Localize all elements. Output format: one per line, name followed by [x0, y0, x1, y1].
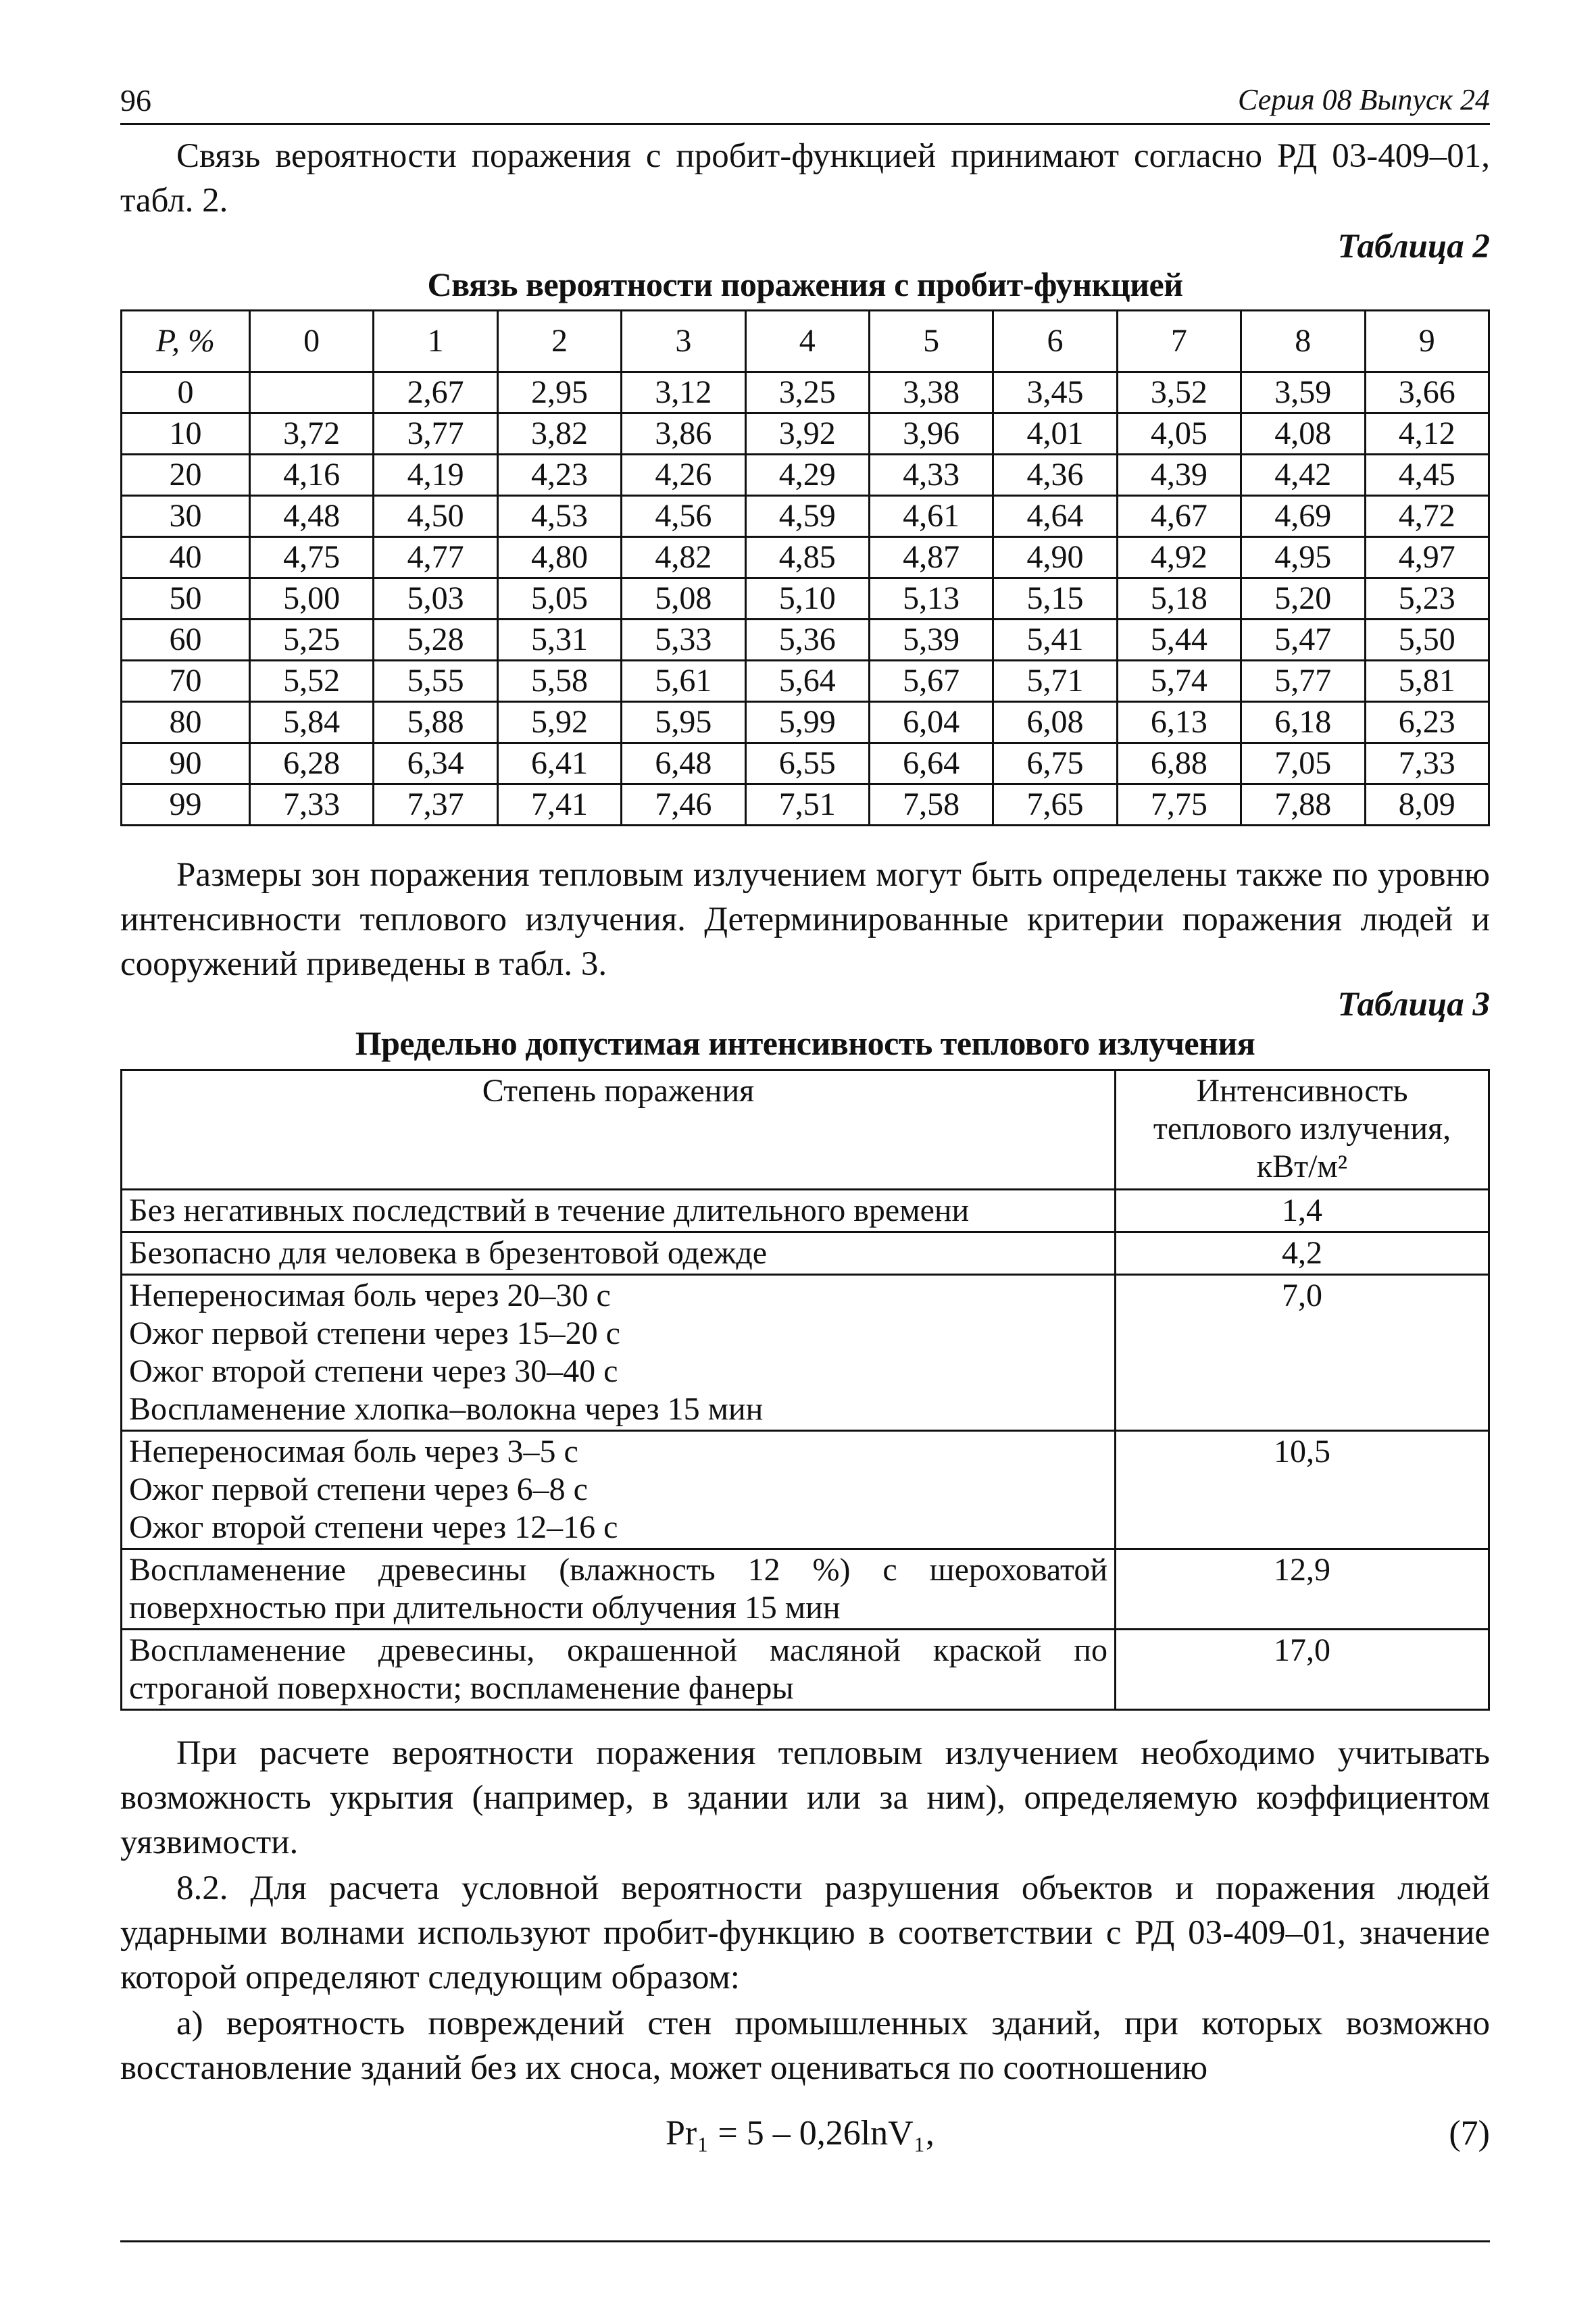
table-cell: 3,25 [745, 372, 869, 413]
table-cell: 6,75 [993, 743, 1117, 784]
table-cell: 4,39 [1117, 455, 1241, 496]
table-cell: 6,34 [374, 743, 497, 784]
table-cell: 4,36 [993, 455, 1117, 496]
table-cell: 5,28 [374, 620, 497, 661]
table-row [122, 1630, 1489, 1710]
table-cell: 4,26 [622, 455, 745, 496]
table-cell: 4,87 [869, 537, 993, 578]
zones-text: Размеры зон поражения тепловым излучением могут быть определены также по уровню интенсивности теплового излучения. Детерминированные критерии поражения людей и сооружений приведены в табл. 3. [120, 856, 1490, 983]
table-cell: 6,64 [869, 743, 993, 784]
table-cell: 5,55 [374, 661, 497, 702]
table-cell: 4,33 [869, 455, 993, 496]
table-cell: 4,59 [745, 496, 869, 537]
item-a-paragraph [120, 2001, 1490, 2090]
table-cell: 5,39 [869, 620, 993, 661]
table-cell: 7,58 [869, 784, 993, 826]
column-header: 0 [249, 311, 373, 372]
table-cell: 7,33 [249, 784, 373, 826]
table-cell: 4,85 [745, 537, 869, 578]
table-cell: 5,15 [993, 578, 1117, 620]
table-cell: 4,61 [869, 496, 993, 537]
shelter-text: При расчете вероятности поражения тепловым излучением необходимо учитывать возможность укрытия (например, в здании или за ним), определяемую коэффициентом уязвимости. [120, 1734, 1490, 1861]
damage-description-cell [122, 1232, 1116, 1275]
table-row [122, 743, 1489, 784]
table-row [122, 537, 1489, 578]
table-cell: 7,05 [1241, 743, 1365, 784]
table-cell: 7,37 [374, 784, 497, 826]
table-cell: 3,82 [497, 413, 621, 455]
table-cell: 7,51 [745, 784, 869, 826]
table-cell: 6,88 [1117, 743, 1241, 784]
table-row [122, 372, 1489, 413]
shelter-paragraph [120, 1731, 1490, 1865]
table-cell [249, 372, 373, 413]
probit-table [120, 309, 1490, 826]
table-cell: 6,28 [249, 743, 373, 784]
column-header: 8 [1241, 311, 1365, 372]
row-header-cell: 10 [122, 413, 250, 455]
intensity-value-cell: 17,0 [1116, 1630, 1489, 1710]
table-cell: 7,88 [1241, 784, 1365, 826]
header-right-line3: кВт/м² [1256, 1149, 1348, 1184]
table-row [122, 578, 1489, 620]
column-header: 6 [993, 311, 1117, 372]
damage-description-cell [122, 1431, 1116, 1549]
table-row [122, 661, 1489, 702]
row-header-cell: 90 [122, 743, 250, 784]
row-header-cell: 30 [122, 496, 250, 537]
table-cell: 5,47 [1241, 620, 1365, 661]
intensity-value-cell: 12,9 [1116, 1549, 1489, 1630]
table-cell: 5,31 [497, 620, 621, 661]
table-cell: 3,38 [869, 372, 993, 413]
description-line: Непереносимая боль через 3–5 с [129, 1434, 578, 1469]
table-cell: 6,04 [869, 702, 993, 743]
table-cell: 4,97 [1365, 537, 1489, 578]
description-line: Ожог второй степени через 12–16 с [129, 1509, 618, 1545]
table-cell: 4,48 [249, 496, 373, 537]
column-header: 1 [374, 311, 497, 372]
table-cell: 6,18 [1241, 702, 1365, 743]
damage-description-cell [122, 1630, 1116, 1710]
row-header-cell: 99 [122, 784, 250, 826]
table-cell: 3,66 [1365, 372, 1489, 413]
footer-rule [120, 2240, 1490, 2242]
table-cell: 6,08 [993, 702, 1117, 743]
column-header: 7 [1117, 311, 1241, 372]
header-right-line1: Интенсивность [1196, 1073, 1408, 1109]
item-a-text: а) вероятность повреждений стен промышленных зданий, при которых возможно восстановление зданий без их сноса, может оцениваться по соотношению [120, 2005, 1490, 2087]
table-row [122, 413, 1489, 455]
table-cell: 4,05 [1117, 413, 1241, 455]
table-cell: 3,52 [1117, 372, 1241, 413]
column-header: P, % [122, 311, 250, 372]
table-row [122, 1275, 1489, 1431]
header-left-text: Степень поражения [482, 1073, 755, 1109]
intro-paragraph [120, 134, 1490, 223]
header-rule [120, 123, 1490, 125]
table-cell: 3,12 [622, 372, 745, 413]
table-cell: 5,61 [622, 661, 745, 702]
table-cell: 5,23 [1365, 578, 1489, 620]
section-8-2-text: 8.2. Для расчета условной вероятности разрушения объектов и поражения людей ударными волнами используют пробит-функцию в соответствии с РД 03-409–01, значение которой определяют следующим образом: [120, 1869, 1490, 1996]
table-cell: 7,41 [497, 784, 621, 826]
damage-description-cell [122, 1190, 1116, 1232]
table3-header-row [122, 1070, 1489, 1190]
description-line: Воспламенение древесины, окрашенной масляной краской по строганой поверхности; воспламенение фанеры [129, 1632, 1107, 1706]
formula-7: Pr₁ = 5 – 0,26lnV₁, [666, 2114, 934, 2153]
table-cell: 7,75 [1117, 784, 1241, 826]
table-cell: 4,72 [1365, 496, 1489, 537]
table2-title: Связь вероятности поражения с пробит-функцией [427, 266, 1183, 303]
table-cell: 5,77 [1241, 661, 1365, 702]
table-cell: 4,90 [993, 537, 1117, 578]
table3-label: Таблица 3 [1337, 986, 1490, 1024]
description-line: Ожог первой степени через 6–8 с [129, 1472, 588, 1507]
table-row [122, 1549, 1489, 1630]
table-cell: 5,50 [1365, 620, 1489, 661]
table-cell: 5,92 [497, 702, 621, 743]
radiation-intensity-table [120, 1069, 1490, 1711]
intensity-value-cell: 10,5 [1116, 1431, 1489, 1549]
column-header: 3 [622, 311, 745, 372]
table-cell: 4,45 [1365, 455, 1489, 496]
table-cell: 4,95 [1241, 537, 1365, 578]
description-line: Воспламенение хлопка–волокна через 15 мин [129, 1391, 764, 1427]
table-cell: 7,33 [1365, 743, 1489, 784]
description-line: Безопасно для человека в брезентовой одежде [129, 1235, 768, 1271]
section-8-2-paragraph [120, 1866, 1490, 2000]
table-cell: 3,72 [249, 413, 373, 455]
table-cell: 5,67 [869, 661, 993, 702]
header-intensity [1116, 1070, 1489, 1190]
table-cell: 5,03 [374, 578, 497, 620]
running-head: Серия 08 Выпуск 24 [1238, 83, 1490, 116]
table-cell: 4,69 [1241, 496, 1365, 537]
table-cell: 4,92 [1117, 537, 1241, 578]
table-row [122, 1431, 1489, 1549]
table-row [122, 1190, 1489, 1232]
damage-description-cell [122, 1549, 1116, 1630]
formula-number: (7) [1449, 2114, 1490, 2153]
table-cell: 7,65 [993, 784, 1117, 826]
table-cell: 3,45 [993, 372, 1117, 413]
header-right-line2: теплового излучения, [1153, 1111, 1451, 1147]
table-cell: 5,71 [993, 661, 1117, 702]
table-cell: 6,48 [622, 743, 745, 784]
table-cell: 3,92 [745, 413, 869, 455]
table-cell: 6,23 [1365, 702, 1489, 743]
description-line: Воспламенение древесины (влажность 12 %) с шероховатой поверхностью при длительности облучения 15 мин [129, 1552, 1107, 1626]
table-cell: 7,46 [622, 784, 745, 826]
table-cell: 5,25 [249, 620, 373, 661]
table-cell: 4,53 [497, 496, 621, 537]
table-cell: 4,80 [497, 537, 621, 578]
header-damage-degree [122, 1070, 1116, 1190]
table-cell: 5,44 [1117, 620, 1241, 661]
intensity-value-cell: 1,4 [1116, 1190, 1489, 1232]
column-header: 5 [869, 311, 993, 372]
table-cell: 5,84 [249, 702, 373, 743]
description-line: Ожог второй степени через 30–40 с [129, 1353, 618, 1389]
table-row [122, 620, 1489, 661]
table-cell: 3,86 [622, 413, 745, 455]
row-header-cell: 70 [122, 661, 250, 702]
table-cell: 5,20 [1241, 578, 1365, 620]
table-cell: 5,52 [249, 661, 373, 702]
table-cell: 4,08 [1241, 413, 1365, 455]
table-cell: 4,19 [374, 455, 497, 496]
table-cell: 4,29 [745, 455, 869, 496]
table-cell: 3,77 [374, 413, 497, 455]
table-cell: 8,09 [1365, 784, 1489, 826]
table-cell: 4,64 [993, 496, 1117, 537]
table-cell: 6,41 [497, 743, 621, 784]
description-line: Непереносимая боль через 20–30 с [129, 1278, 611, 1313]
table-cell: 5,99 [745, 702, 869, 743]
table-cell: 3,96 [869, 413, 993, 455]
table-row [122, 784, 1489, 826]
table-cell: 2,95 [497, 372, 621, 413]
table-cell: 4,77 [374, 537, 497, 578]
table-row [122, 702, 1489, 743]
table-cell: 5,18 [1117, 578, 1241, 620]
row-header-cell: 80 [122, 702, 250, 743]
table-cell: 4,82 [622, 537, 745, 578]
table-cell: 6,13 [1117, 702, 1241, 743]
table-cell: 4,42 [1241, 455, 1365, 496]
column-header: 9 [1365, 311, 1489, 372]
intensity-value-cell: 7,0 [1116, 1275, 1489, 1431]
row-header-cell: 20 [122, 455, 250, 496]
page-number: 96 [120, 83, 151, 118]
table3-title: Предельно допустимая интенсивность теплового излучения [355, 1024, 1255, 1062]
column-header: 4 [745, 311, 869, 372]
row-header-cell: 40 [122, 537, 250, 578]
table-cell: 5,95 [622, 702, 745, 743]
table-cell: 4,12 [1365, 413, 1489, 455]
table-cell: 5,00 [249, 578, 373, 620]
intro-text: Связь вероятности поражения с пробит-функцией принимают согласно РД 03-409–01, табл. 2. [120, 137, 1490, 220]
table-cell: 5,64 [745, 661, 869, 702]
table-cell: 4,56 [622, 496, 745, 537]
table-cell: 6,55 [745, 743, 869, 784]
row-header-cell: 60 [122, 620, 250, 661]
table-cell: 5,58 [497, 661, 621, 702]
row-header-cell: 0 [122, 372, 250, 413]
table-row [122, 496, 1489, 537]
probit-table-header-row [122, 311, 1489, 372]
table-cell: 5,36 [745, 620, 869, 661]
column-header: 2 [497, 311, 621, 372]
table-cell: 5,10 [745, 578, 869, 620]
table-cell: 4,23 [497, 455, 621, 496]
table-cell: 5,05 [497, 578, 621, 620]
description-line: Ожог первой степени через 15–20 с [129, 1315, 620, 1351]
description-line: Без негативных последствий в течение длительного времени [129, 1192, 970, 1228]
table-row [122, 455, 1489, 496]
table-cell: 5,74 [1117, 661, 1241, 702]
table-cell: 3,59 [1241, 372, 1365, 413]
table-cell: 4,67 [1117, 496, 1241, 537]
table-cell: 5,81 [1365, 661, 1489, 702]
table-cell: 5,13 [869, 578, 993, 620]
table2-label: Таблица 2 [1337, 228, 1490, 266]
zones-paragraph [120, 853, 1490, 986]
table-cell: 4,50 [374, 496, 497, 537]
damage-description-cell [122, 1275, 1116, 1431]
table-cell: 4,01 [993, 413, 1117, 455]
table-cell: 5,41 [993, 620, 1117, 661]
table-row [122, 1232, 1489, 1275]
intensity-value-cell: 4,2 [1116, 1232, 1489, 1275]
table-cell: 5,33 [622, 620, 745, 661]
table-cell: 2,67 [374, 372, 497, 413]
table-cell: 4,16 [249, 455, 373, 496]
table-cell: 5,08 [622, 578, 745, 620]
table-cell: 5,88 [374, 702, 497, 743]
row-header-cell: 50 [122, 578, 250, 620]
table-cell: 4,75 [249, 537, 373, 578]
